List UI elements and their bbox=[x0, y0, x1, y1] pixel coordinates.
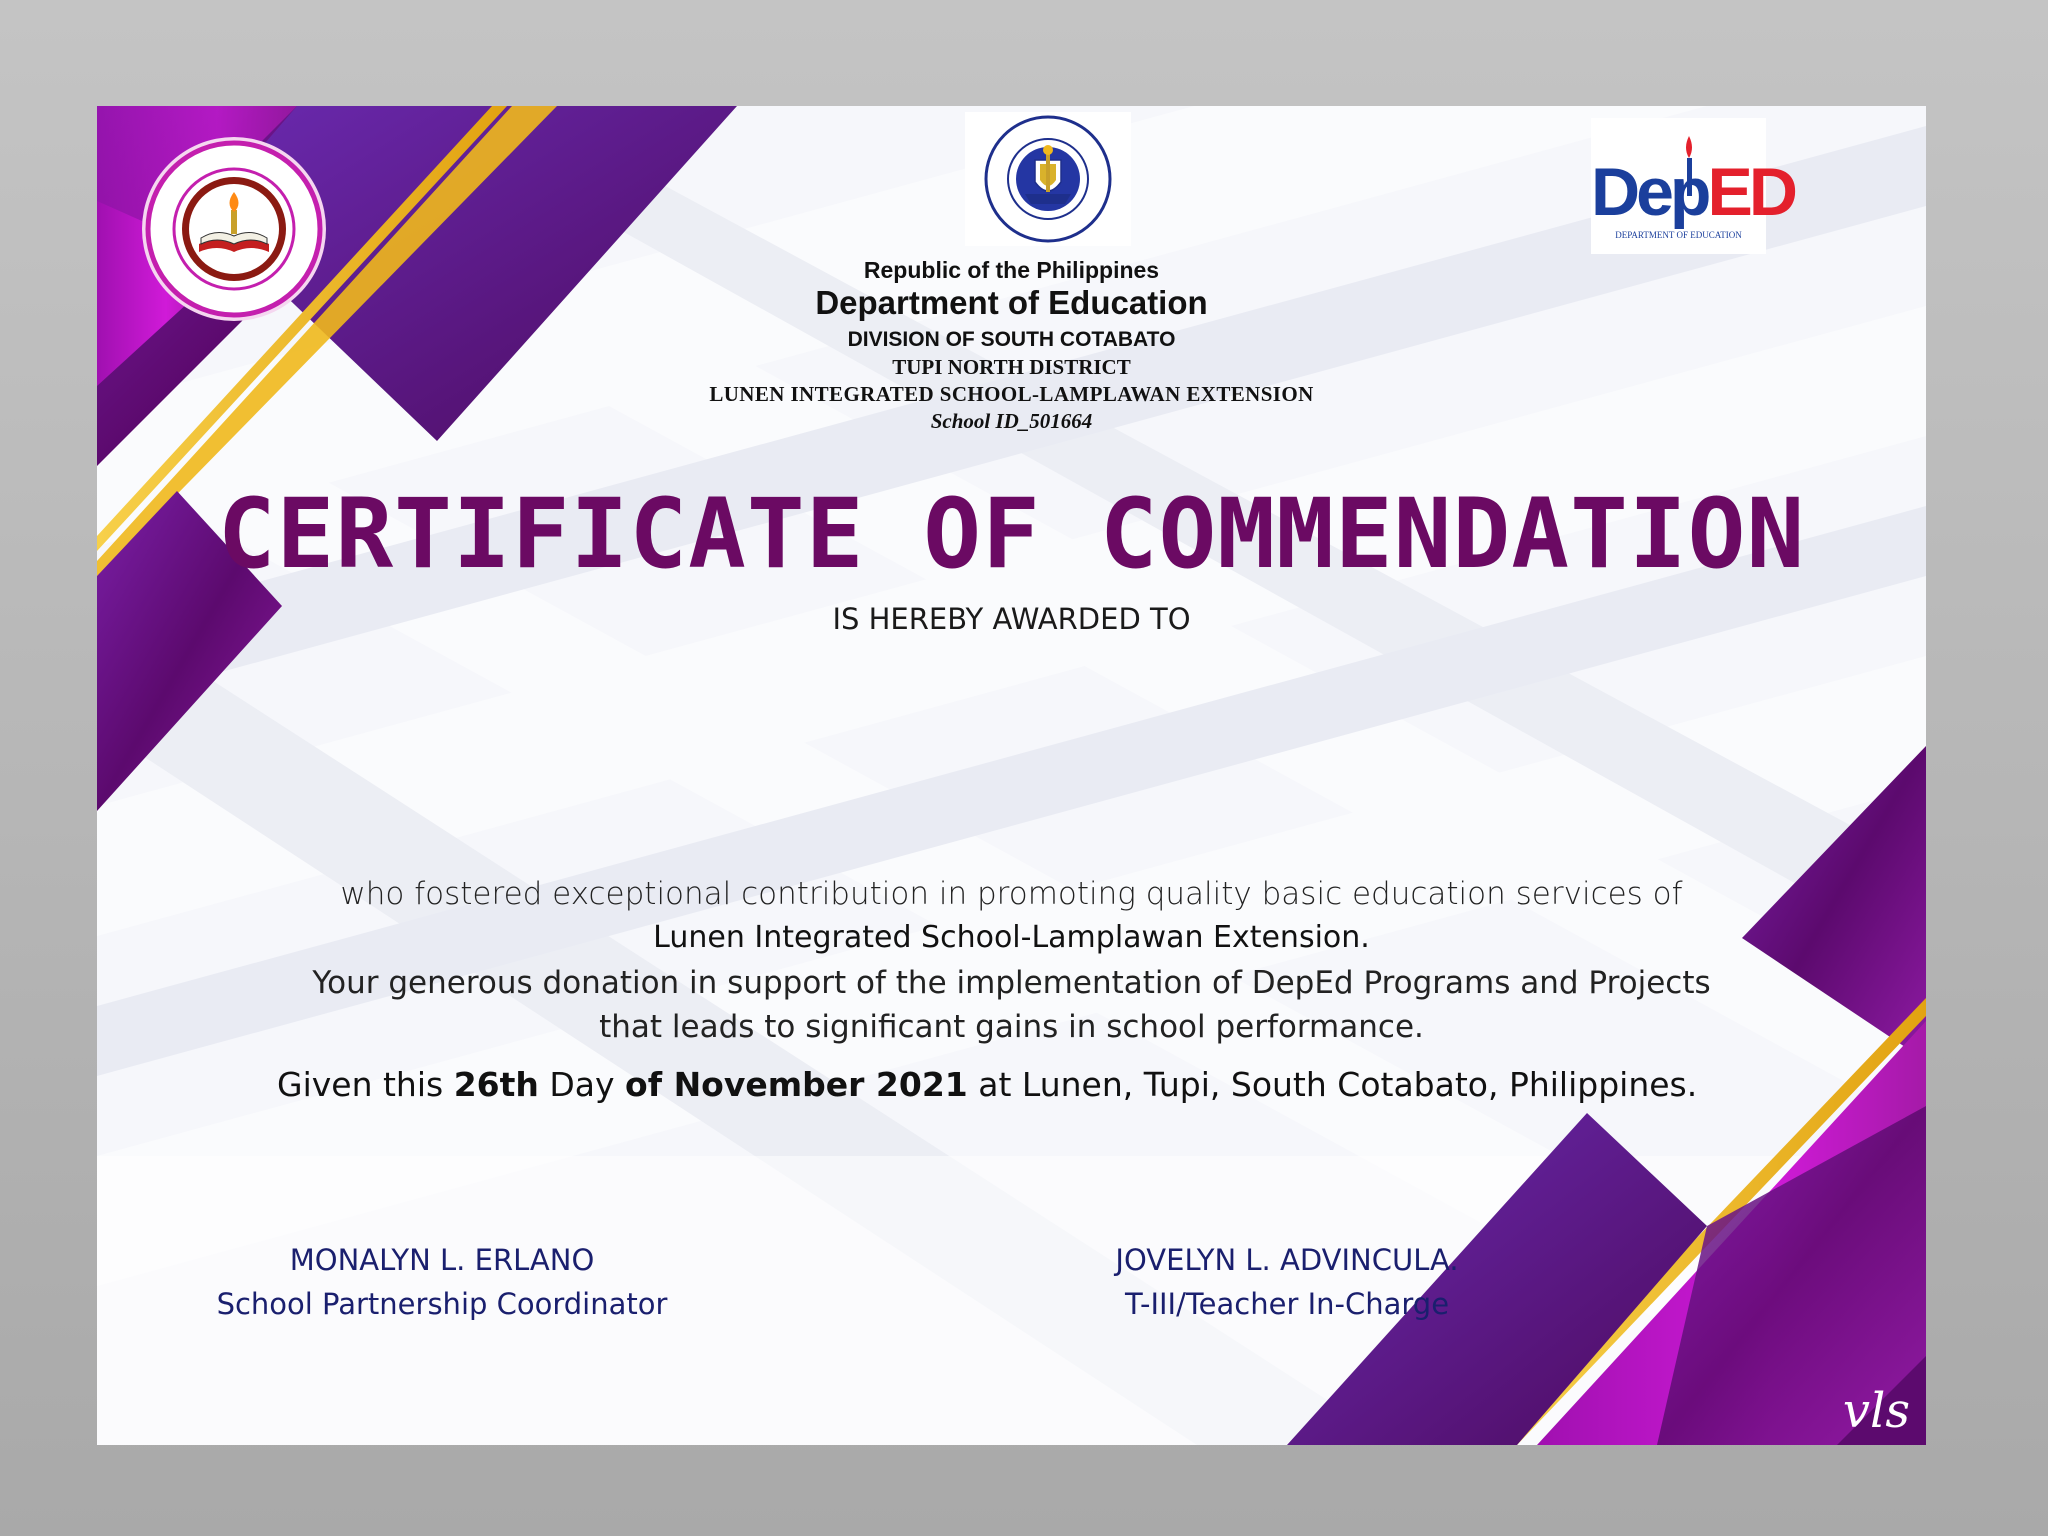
deped-seal-logo bbox=[965, 112, 1131, 246]
body-line-2: Lunen Integrated School-Lamplawan Extension. bbox=[653, 920, 1370, 955]
certificate-title: CERTIFICATE OF COMMENDATION bbox=[217, 478, 1806, 590]
deped-wordmark-logo bbox=[1591, 118, 1794, 254]
header-school: LUNEN INTEGRATED SCHOOL-LAMPLAWAN EXTENSION bbox=[709, 382, 1314, 406]
body-line-3: Your generous donation in support of the implementation of DepEd Programs and Projects bbox=[312, 965, 1711, 1001]
designer-signature-mark: vls bbox=[1842, 1383, 1910, 1439]
deped-wordmark: DepED bbox=[1591, 154, 1794, 230]
header-district: TUPI NORTH DISTRICT bbox=[892, 355, 1131, 379]
signatory-left-name: MONALYN L. ERLANO bbox=[289, 1243, 595, 1277]
signatory-right-name: JOVELYN L. ADVINCULA. bbox=[1115, 1243, 1459, 1277]
deped-sub: DEPARTMENT OF EDUCATION bbox=[1615, 230, 1742, 240]
body-line-1: who fostered exceptional contribution in promoting quality basic education services of bbox=[340, 876, 1683, 912]
awarded-to-line: IS HEREBY AWARDED TO bbox=[832, 602, 1191, 636]
header-school-id: School ID_501664 bbox=[930, 409, 1093, 433]
given-suffix: at Lunen, Tupi, South Cotabato, Philippines. bbox=[967, 1065, 1698, 1104]
signatory-right-role: T-III/Teacher In-Charge bbox=[1124, 1287, 1450, 1321]
given-month: of November 2021 bbox=[625, 1065, 968, 1104]
certificate-sheet bbox=[97, 106, 1926, 1445]
body-line-4: that leads to significant gains in school performance. bbox=[599, 1009, 1424, 1045]
given-mid: Day bbox=[538, 1065, 626, 1104]
header-republic: Republic of the Philippines bbox=[863, 257, 1160, 283]
signatory-left-role: School Partnership Coordinator bbox=[216, 1287, 668, 1321]
header-department: Department of Education bbox=[815, 284, 1208, 321]
header-division: DIVISION OF SOUTH COTABATO bbox=[847, 328, 1176, 351]
given-prefix: Given this bbox=[277, 1065, 454, 1104]
signatory-left bbox=[207, 1243, 677, 1321]
given-day: 26th bbox=[453, 1065, 539, 1104]
signatory-right bbox=[997, 1243, 1577, 1321]
given-date-line bbox=[277, 1065, 1698, 1104]
